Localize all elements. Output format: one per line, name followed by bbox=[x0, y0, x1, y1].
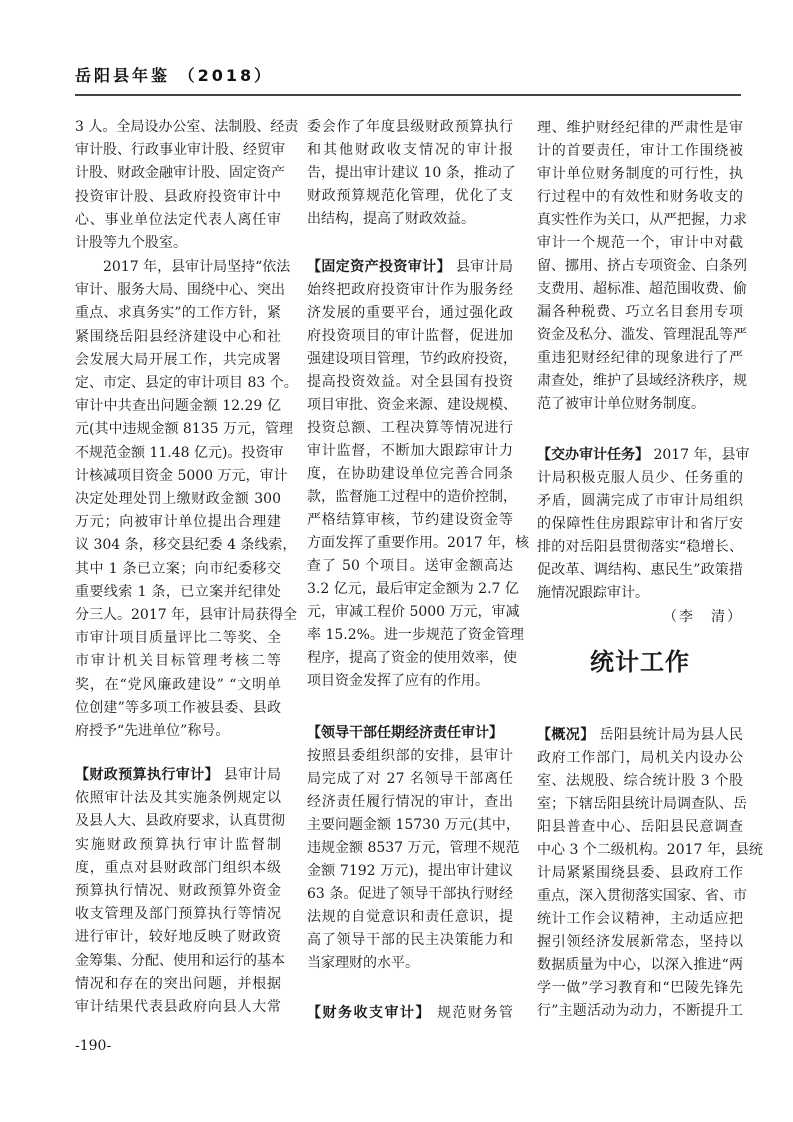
paragraph-line: 审计中共查出问题金额 12.29 亿 bbox=[75, 398, 281, 415]
paragraph-line: 重违犯财经纪律的现象进行了严 bbox=[537, 350, 743, 366]
paragraph-line: 重要线索 1 条，已立案并纪律处 bbox=[75, 583, 281, 600]
section-heading: 【固定资产投资审计】 bbox=[307, 259, 451, 275]
section-heading: 【财务收支审计】 bbox=[307, 1005, 432, 1021]
paragraph-line: 3 人。全局设办公室、法制股、经责 bbox=[75, 119, 299, 135]
section-heading: 【财政预算执行审计】 bbox=[75, 767, 219, 783]
paragraph-line: 肃查处，维护了县域经济秩序，规 bbox=[537, 373, 747, 389]
paragraph-line: 违规金额 8537 万元，管理不规范 bbox=[307, 840, 520, 856]
column-1 bbox=[75, 0, 299, 1122]
paragraph-line: 留、挪用、挤占专项资金、白条列 bbox=[537, 258, 747, 274]
paragraph-line: 议 304 条，移交县纪委 4 条线索， bbox=[75, 537, 297, 554]
paragraph-line: 漏各种税费、巧立名目套用专项 bbox=[537, 304, 743, 320]
paragraph-line: 投资总额、工程决算等情况进行 bbox=[307, 420, 513, 436]
paragraph-text: 2017 年，县审 bbox=[653, 447, 750, 463]
paragraph-line: 收支管理及部门预算执行等情况 bbox=[75, 906, 281, 923]
column-2 bbox=[307, 0, 530, 1122]
paragraph-line: 主要问题金额 15730 万元(其中， bbox=[307, 817, 520, 833]
paragraph-line: 重点，深入贯彻落实国家、省、市 bbox=[537, 888, 747, 904]
paragraph-line: 计股等九个股室。 bbox=[75, 235, 187, 251]
paragraph-line: 率 15.2%。进一步规范了资金管理 bbox=[307, 627, 524, 643]
heading-line bbox=[537, 444, 750, 466]
column-3 bbox=[537, 0, 763, 1122]
paragraph-line: 度，重点对县财政部门组织本级 bbox=[75, 859, 281, 876]
paragraph-line: 款，监督施工过程中的造价控制， bbox=[307, 489, 517, 505]
paragraph-line: 矛盾，圆满完成了市审计局组织 bbox=[537, 493, 743, 509]
paragraph-line: 决定处理处罚上缴财政金额 300 bbox=[75, 491, 281, 507]
paragraph-line: 元(其中违规金额 8135 万元，管理 bbox=[75, 421, 293, 438]
heading-line bbox=[307, 1002, 513, 1024]
paragraph-line: 真实性作为关口，从严把握，力求 bbox=[537, 212, 747, 228]
paragraph-line: 府投资项目的审计监督，促进加 bbox=[307, 328, 513, 344]
paragraph-line: 数据质量为中心，以深入推进“两 bbox=[537, 957, 743, 973]
paragraph-line: 63 条。促进了领导干部执行财经 bbox=[307, 886, 513, 902]
paragraph-line: 万元；向被审计单位提出合理建 bbox=[75, 514, 281, 531]
paragraph-line: 范了被审计单位财务制度。 bbox=[537, 396, 705, 412]
paragraph-line: 政府工作部门，局机关内设办公 bbox=[537, 750, 743, 766]
heading-line bbox=[307, 722, 513, 744]
paragraph-line: 经济责任履行情况的审计，查出 bbox=[307, 794, 513, 810]
paragraph-line: 的保障性住房跟踪审计和省厅安 bbox=[537, 516, 743, 532]
paragraph-line: 进行审计，较好地反映了财政资 bbox=[75, 929, 281, 946]
paragraph-line: 行过程中的有效性和财务收支的 bbox=[537, 189, 743, 205]
paragraph-line: 和其他财政收支情况的审计报 bbox=[307, 142, 513, 158]
paragraph-line: 金筹集、分配、使用和运行的基本 bbox=[75, 952, 285, 969]
paragraph-line: 分三人。2017 年，县审计局获得全 bbox=[75, 607, 298, 623]
paragraph-line: 促改革、调结构、惠民生”政策措 bbox=[537, 562, 743, 578]
paragraph-line: 法规的自觉意识和责任意识，提 bbox=[307, 909, 513, 925]
paragraph-line: 定、市定、县定的审计项目 83 个。 bbox=[75, 375, 298, 391]
section-heading: 【概况】 bbox=[537, 727, 595, 743]
paragraph-line: 方面发挥了重要作用。2017 年，核 bbox=[307, 535, 530, 551]
paragraph-text: 县审计局 bbox=[455, 259, 514, 275]
paragraph-line: 始终把政府投资审计作为服务经 bbox=[307, 282, 513, 298]
paragraph-line: 元，审减工程价 5000 万元，审减 bbox=[307, 604, 520, 620]
paragraph-line: 阳县普查中心、岳阳县民意调查 bbox=[537, 819, 743, 835]
heading-line bbox=[537, 724, 743, 746]
section-title: 统计工作 bbox=[590, 647, 690, 676]
paragraph-line: 金额 7192 万元)，提出审计建议 bbox=[307, 863, 513, 879]
paragraph-line: 告，提出审计建议 10 条，推动了 bbox=[307, 165, 516, 181]
paragraph-line: 按照县委组织部的安排，县审计 bbox=[307, 748, 513, 764]
paragraph-line: 计的首要责任，审计工作围绕被 bbox=[537, 143, 743, 159]
paragraph-line: 市审计机关目标管理考核二等 bbox=[75, 653, 281, 670]
paragraph-line: 计局积极克服人员少、任务重的 bbox=[537, 470, 743, 486]
paragraph-line: 委会作了年度县级财政预算执行 bbox=[307, 119, 513, 135]
paragraph-line: 计局紧紧围绕县委、县政府工作 bbox=[537, 865, 743, 881]
paragraph-text: 县审计局 bbox=[223, 767, 282, 783]
paragraph-line: 统计工作会议精神，主动适应把 bbox=[537, 911, 743, 927]
paragraph-line: 财政预算规范化管理，优化了支 bbox=[307, 188, 513, 204]
paragraph-line: 握引领经济发展新常态，坚持以 bbox=[537, 934, 743, 950]
paragraph-line: 施情况跟踪审计。 bbox=[537, 585, 649, 601]
running-header-title: 岳阳县年鉴 （2018） bbox=[75, 66, 274, 85]
paragraph-line: 3.2 亿元，最后审定金额为 2.7 亿 bbox=[307, 581, 519, 597]
paragraph-text: 岳阳县统计局为县人民 bbox=[599, 727, 744, 743]
paragraph-line: 当家理财的水平。 bbox=[307, 955, 419, 971]
paragraph-line: 计股、财政金融审计股、固定资产 bbox=[75, 165, 285, 182]
paragraph-line: 济发展的重要平台，通过强化政 bbox=[307, 305, 513, 321]
paragraph-line: 中心 3 个二级机构。2017 年，县统 bbox=[537, 842, 763, 858]
paragraph-line: 出结构，提高了财政效益。 bbox=[307, 211, 475, 227]
paragraph-line: 审计一个规范一个，审计中对截 bbox=[537, 235, 743, 251]
paragraph-line: 心、事业单位法定代表人离任审 bbox=[75, 211, 281, 228]
paragraph-line: 资金及私分、滥发、管理混乱等严 bbox=[537, 327, 747, 343]
paragraph-line: 预算执行情况、财政预算外资金 bbox=[75, 883, 281, 899]
paragraph-line: 室、法规股、综合统计股 3 个股 bbox=[537, 773, 743, 789]
heading-line bbox=[307, 256, 513, 278]
paragraph-line: 强建设项目管理，节约政府投资， bbox=[307, 351, 517, 367]
paragraph-line: 及县人大、县政府要求，认真贯彻 bbox=[75, 813, 285, 830]
paragraph-line: 投资审计股、县政府投资审计中 bbox=[75, 188, 281, 205]
paragraph-line: 程序，提高了资金的使用效率，使 bbox=[307, 650, 517, 666]
section-heading: 【交办审计任务】 bbox=[537, 447, 649, 463]
paragraph-line: 奖，在“党风廉政建设” “文明单 bbox=[75, 676, 281, 693]
paragraph-text: 规范财务管 bbox=[437, 1005, 514, 1021]
paragraph-line: 其中 1 条已立案；向市纪委移交 bbox=[75, 560, 281, 577]
paragraph-line: 2017 年，县审计局坚持“依法 bbox=[103, 259, 291, 275]
paragraph-line: 紧围绕岳阳县经济建设中心和社 bbox=[75, 328, 281, 345]
page-number: -190- bbox=[75, 1038, 112, 1054]
paragraph-line: 依照审计法及其实施条例规定以 bbox=[75, 790, 281, 807]
paragraph-line: 位创建”等多项工作被县委、县政 bbox=[75, 699, 281, 716]
paragraph-line: 提高投资效益。对全县国有投资 bbox=[307, 374, 513, 390]
paragraph-line: 不规范金额 11.48 亿元)。投资审 bbox=[75, 444, 284, 461]
paragraph-line: 高了领导干部的民主决策能力和 bbox=[307, 932, 513, 948]
paragraph-line: 会发展大局开展工作，共完成署 bbox=[75, 351, 281, 368]
paragraph-line: 项目资金发挥了应有的作用。 bbox=[307, 673, 489, 689]
paragraph-line: 行”主题活动为动力，不断提升工 bbox=[537, 1003, 743, 1019]
paragraph-line: 查了 50 个项目。送审金额高达 bbox=[307, 558, 513, 574]
paragraph-line: 项目审批、资金来源、建设规模、 bbox=[307, 397, 517, 413]
paragraph-line: 支费用、超标准、超范围收费、偷 bbox=[537, 281, 747, 297]
paragraph-line: 实施财政预算执行审计监督制 bbox=[75, 836, 281, 853]
paragraph-line: 学一做”学习教育和“巴陵先锋先 bbox=[537, 980, 743, 996]
paragraph-line: 度，在协助建设单位完善合同条 bbox=[307, 466, 513, 482]
paragraph-line: 情况和存在的突出问题，并根据 bbox=[75, 975, 281, 992]
author-credit: （李 清） bbox=[663, 609, 743, 625]
paragraph-line: 计核减项目资金 5000 万元，审计 bbox=[75, 467, 288, 484]
paragraph-line: 排的对岳阳县贯彻落实“稳增长、 bbox=[537, 539, 743, 555]
paragraph-line: 审计结果代表县政府向县人大常 bbox=[75, 999, 281, 1015]
paragraph-line: 局完成了对 27 名领导干部离任 bbox=[307, 771, 513, 787]
paragraph-line: 重点、求真务实”的工作方针，紧 bbox=[75, 305, 281, 322]
paragraph-line: 室；下辖岳阳县统计局调查队、岳 bbox=[537, 796, 747, 812]
paragraph-line: 府授予“先进单位”称号。 bbox=[75, 723, 230, 739]
section-heading: 【领导干部任期经济责任审计】 bbox=[307, 725, 503, 741]
paragraph-line: 审计、服务大局、围绕中心、突出 bbox=[75, 282, 285, 299]
paragraph-line: 严格结算审核，节约建设资金等 bbox=[307, 512, 513, 528]
paragraph-line: 理、维护财经纪律的严肃性是审 bbox=[537, 120, 743, 136]
paragraph-line: 审计监督，不断加大跟踪审计力 bbox=[307, 443, 513, 459]
heading-line bbox=[75, 764, 281, 786]
paragraph-line: 审计股、行政事业审计股、经贸审 bbox=[75, 142, 285, 159]
paragraph-line: 市审计项目质量评比二等奖、全 bbox=[75, 630, 281, 647]
paragraph-line: 审计单位财务制度的可行性，执 bbox=[537, 166, 743, 182]
